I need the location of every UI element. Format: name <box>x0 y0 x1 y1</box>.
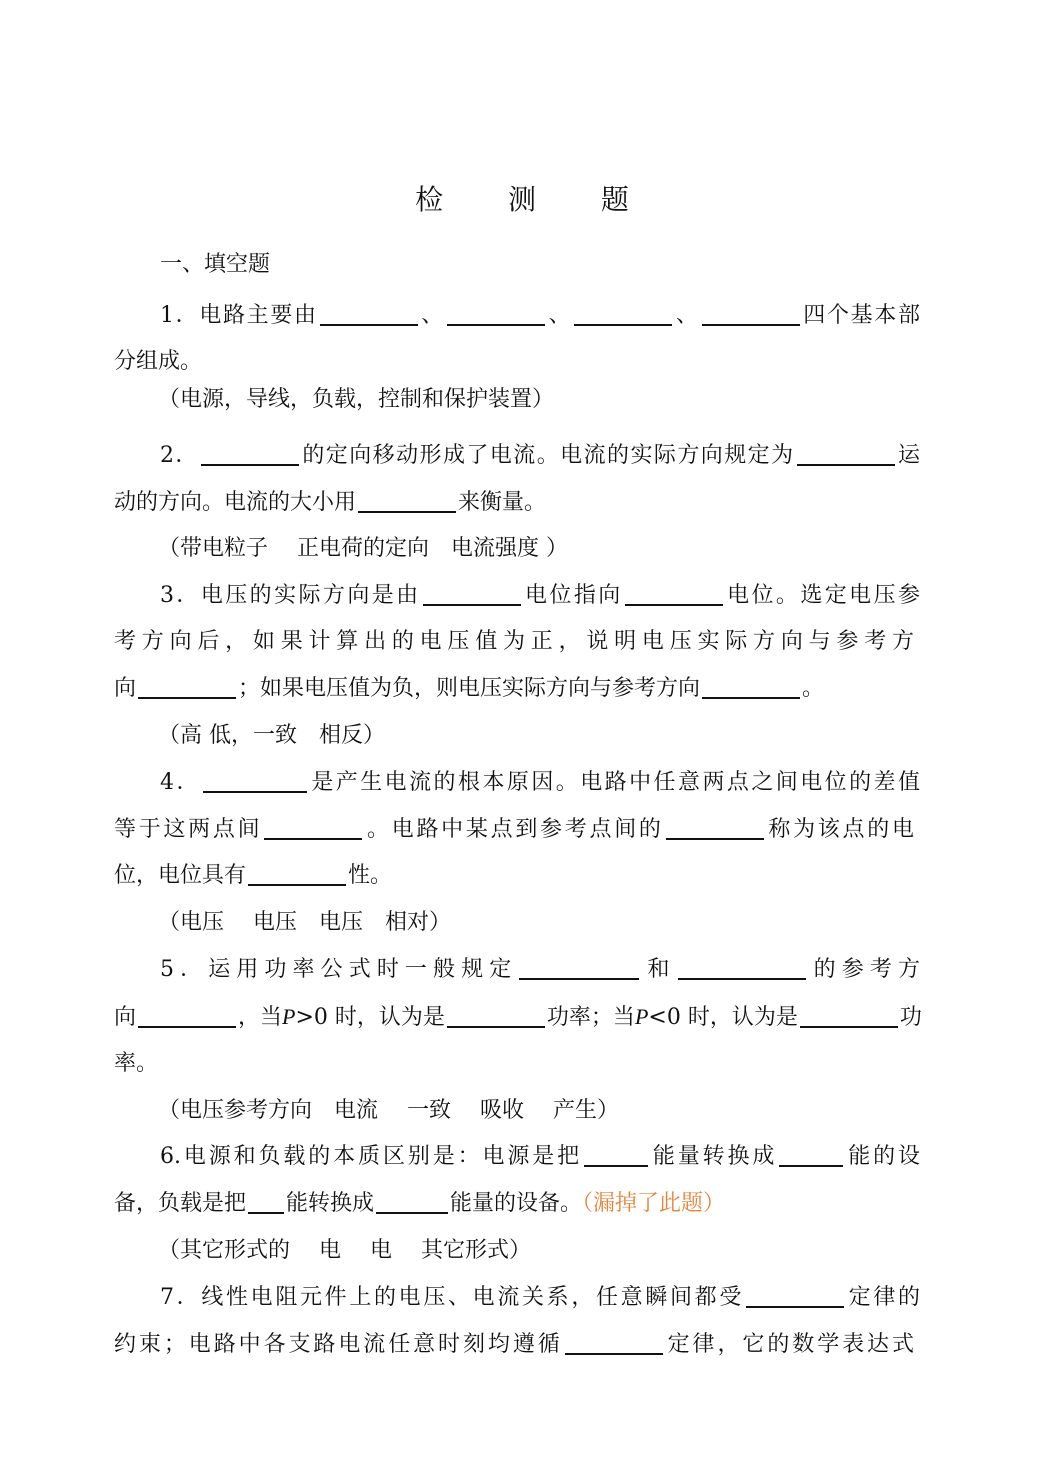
section-heading: 一、填空题 <box>160 252 271 277</box>
blank[interactable] <box>264 812 362 840</box>
question-7-line-2: 约束；电路中各支路电流任意时刻均遵循 定律，它的数学表达式 <box>114 1325 914 1365</box>
blank[interactable] <box>797 438 895 466</box>
question-6-answer: （其它形式的 电 电 其它形式） <box>158 1238 531 1263</box>
blank[interactable] <box>746 1280 844 1308</box>
blank[interactable] <box>138 1000 236 1028</box>
blank[interactable] <box>201 438 299 466</box>
blank[interactable] <box>358 485 456 513</box>
question-5-line-2: 向 ，当P>0 时，认为是 功率；当P<0 时，认为是 功 <box>114 997 914 1037</box>
question-4-line-1: 4． 是产生电流的根本原因。电路中任意两点之间电位的差值 <box>160 763 920 803</box>
question-2-line-1: 2． 的定向移动形成了电流。电流的实际方向规定为 运 <box>160 436 920 476</box>
blank[interactable] <box>376 1186 448 1214</box>
blank[interactable] <box>423 578 521 606</box>
question-4-answer: （电压 电压 电压 相对） <box>158 910 451 935</box>
question-3-answer: （高 低，一致 相反） <box>158 723 385 748</box>
question-6-line-1: 6.电源和负载的本质区别是：电源是把 能量转换成 能的设 <box>160 1137 920 1177</box>
question-6-line-2: 备，负载是把 能转换成 能量的设备。（漏掉了此题） <box>114 1184 914 1224</box>
blank[interactable] <box>320 298 418 326</box>
question-3-line-3: 向 ；如果电压值为负，则电压实际方向与参考方向 。 <box>114 669 914 709</box>
question-4-line-2: 等于这两点间 。电路中某点到参考点间的 称为该点的电 <box>114 810 914 850</box>
page-title: 检 测 题 <box>415 183 657 216</box>
question-5-line-1: 5．运用功率公式时一般规定 和 的参考方 <box>160 950 920 990</box>
blank[interactable] <box>248 858 346 886</box>
question-3-line-2: 考方向后，如果计算出的电压值为正，说明电压实际方向与参考方 <box>114 629 914 654</box>
blank[interactable] <box>702 298 800 326</box>
question-7-line-1: 7．线性电阻元件上的电压、电流关系，任意瞬间都受 定律的 <box>160 1278 920 1318</box>
blank[interactable] <box>203 765 307 793</box>
blank[interactable] <box>584 1139 648 1167</box>
question-3-line-1: 3．电压的实际方向是由 电位指向 电位。选定电压参 <box>160 576 920 616</box>
blank[interactable] <box>447 1000 545 1028</box>
blank[interactable] <box>248 1186 284 1214</box>
blank[interactable] <box>625 578 723 606</box>
blank[interactable] <box>565 1327 663 1355</box>
blank[interactable] <box>574 298 672 326</box>
editor-note: （漏掉了此题） <box>582 1191 726 1216</box>
question-5-line-3: 率。 <box>114 1051 159 1076</box>
question-5-answer: （电压参考方向 电流 一致 吸收 产生） <box>158 1098 619 1123</box>
question-1-line-2: 分组成。 <box>114 349 203 374</box>
blank[interactable] <box>800 1000 898 1028</box>
blank[interactable] <box>678 952 806 980</box>
blank[interactable] <box>702 671 800 699</box>
question-4-line-3: 位，电位具有 性。 <box>114 856 914 896</box>
blank[interactable] <box>138 671 236 699</box>
question-2-answer: （带电粒子 正电荷的定向 电流强度 ） <box>158 536 568 561</box>
question-1-line-1: 1．电路主要由 、 、 、 四个基本部 <box>160 296 920 336</box>
blank[interactable] <box>666 812 764 840</box>
blank[interactable] <box>519 952 639 980</box>
blank[interactable] <box>447 298 545 326</box>
question-2-line-2: 动的方向。电流的大小用 来衡量。 <box>114 483 914 523</box>
blank[interactable] <box>779 1139 843 1167</box>
question-1-answer: （电源，导线，负载，控制和保护装置） <box>158 387 555 412</box>
